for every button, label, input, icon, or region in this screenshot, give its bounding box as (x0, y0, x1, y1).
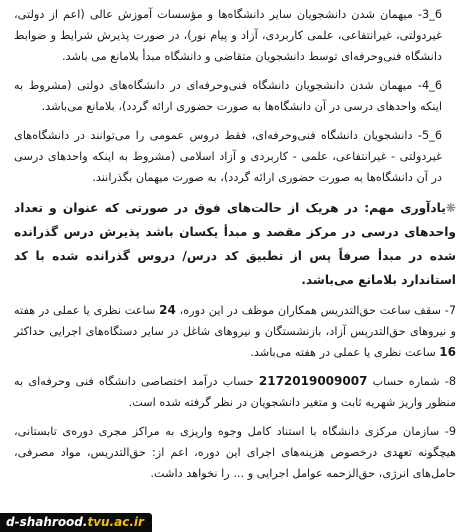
teaching-hours-max: 16 (439, 345, 456, 359)
watermark-domain: tvu.ac.ir (87, 515, 144, 529)
note-bullet-icon: ❋ (445, 201, 456, 215)
clause-7 (14, 300, 456, 363)
clause-7-part-c: ساعت نظری یا عملی در هفته می‌باشد. (250, 346, 440, 359)
clause-6-4: 6_4- میهمان شدن دانشجویان دانشگاه فنی‌وحرفه‌ای در دانشگاه‌های دولتی (مشروط به اینکه واحدهای درسی در آن دانشگاه‌ها به صورت حضوری ارائه گردد)، بلامانع می‌باشد. (14, 79, 442, 113)
important-note (14, 196, 456, 292)
clause-7-part-b: ساعت نظری یا عملی در هفته و نیروهای حق‌التدریس آزاد، بازنشستگان و نیروهای شاغل در سایر دستگاه‌های اجرایی حداکثر (14, 304, 456, 338)
website-watermark (0, 513, 152, 532)
clause-6-3: 6_3- میهمان شدن دانشجویان سایر دانشگاه‌ها و مؤسسات آموزش عالی (اعم از دولتی، غیردولتی، غیرانتفاعی، علمی کاربردی، آزاد و پیام نور)، در صورت پذیرش شرایط و ضوابط دانشگاه فنی‌وحرفه‌ای توسط دانشجویان متقاضی و دانشگاه مبدأ بلامانع می باشد. (14, 8, 442, 63)
teaching-hours-staff: 24 (159, 303, 176, 317)
clause-6-5: 6_5- دانشجویان دانشگاه فنی‌وحرفه‌ای، فقط دروس عمومی را می‌توانند در دانشگاه‌های غیردولتی - غیرانتفاعی، علمی - کاربردی و آزاد اسلامی (مشروط به اینکه واحدهای درسی در آن دانشگاه‌ها به صورت حضوری ارائه گردد)، به صورت میهمان بگذرانند. (14, 129, 442, 184)
account-number: 2172019009007 (258, 374, 368, 388)
clause-8 (14, 371, 456, 413)
clause-8-part-a: 8- شماره حساب (367, 375, 456, 388)
note-text: یادآوری مهم: در هریک از حالت‌های فوق در صورتی که عنوان و تعداد واحدهای درسی در مرکز مقصد و مبدأ یکسان باشد پذیرش درس گذرانده شده در مبدأ صرفاً پس از تطبیق کد درس/ دروس گذرانده شده با کد استاندارد بلامانع می‌باشد. (14, 201, 456, 287)
clause-7-part-a: 7- سقف ساعت حق‌التدریس همکاران موظف در این دوره، (175, 304, 456, 317)
clause-9: 9- سازمان مرکزی دانشگاه با استناد کامل وجوه واریزی به مراکز مجری دوره‌ی تابستانی، هیچگونه تعهدی درخصوص هزینه‌های اجرای این دوره، اعم از: حق‌التدریس، مواد مصرفی، حامل‌های انرژی، حق‌الزحمه عوامل اجرایی و ... را نخواهد داشت. (14, 425, 456, 480)
watermark-prefix: d-shahrood. (6, 515, 88, 529)
clause-8-part-b: حساب درآمد اختصاصی دانشگاه فنی وحرفه‌ای به منظور واریز شهریه ثابت و متغیر دانشجویان در نظر گرفته شده است. (14, 375, 456, 409)
